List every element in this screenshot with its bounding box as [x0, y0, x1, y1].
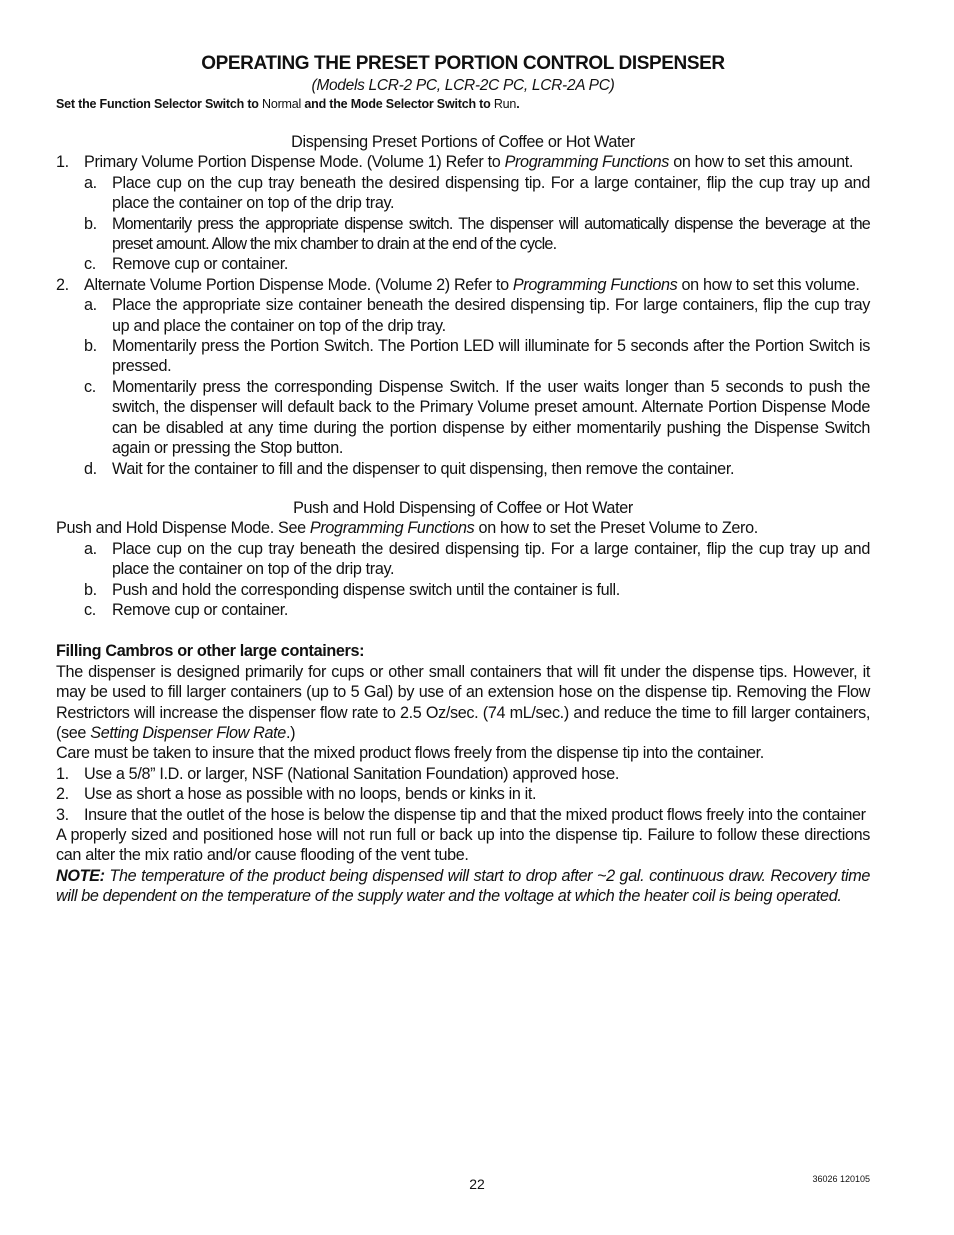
note-label: NOTE: — [56, 866, 105, 885]
selector-period: . — [516, 97, 520, 111]
sub-list-item: c. Remove cup or container. — [84, 255, 289, 274]
item-text: Alternate Volume Portion Dispense Mode. (Volume 2) Refer to Programming Functions on how to set this volume. — [84, 275, 860, 294]
list-item: 1. Use a 5/8” I.D. or larger, NSF (National Sanitation Foundation) approved hose. — [56, 764, 620, 783]
sub-list-item: b. Momentarily press the appropriate dispense switch. The dispenser will automatically dispense the beverage at the preset amount. Allow the mix chamber to drain at the end of the cycle. — [84, 214, 870, 254]
hose-paragraph: A properly sized and positioned hose will not run full or back up into the dispense tip. Failure to follow these directions can alter the mix ratio and/or cause flooding of the vent tube. — [56, 826, 870, 865]
sub-list-item: a. Place the appropriate size container beneath the desired dispensing tip. For large containers, flip the cup tray up and place the container on top of the drip tray. — [84, 296, 870, 335]
selector-instruction — [56, 96, 870, 113]
selector-label-1: Set the Function Selector Switch to — [56, 97, 263, 111]
item-number: 1. — [56, 153, 69, 172]
section-heading-cambros: Filling Cambros or other large containers: — [56, 642, 365, 661]
document-page — [56, 52, 870, 907]
sub-list-item: a. Place cup on the cup tray beneath the desired dispensing tip. For a large container, flip the cup tray up and place the container on top of the drip tray. — [84, 539, 870, 579]
selector-label-2: and the Mode Selector Switch to — [301, 97, 494, 111]
selector-value-normal: Normal — [262, 97, 302, 111]
sub-list-item: b. Momentarily press the Portion Switch. The Portion LED will illuminate for 5 seconds after the Portion Switch is pressed. — [84, 337, 870, 376]
list-item: 2. Use as short a hose as possible with no loops, bends or kinks in it. — [56, 785, 537, 804]
list-item — [56, 152, 870, 172]
page-number: 22 — [469, 1176, 485, 1192]
item-text: Primary Volume Portion Dispense Mode. (Volume 1) Refer to Programming Functions on how to set this amount. — [84, 153, 854, 172]
document-code: 36026 120105 — [812, 1174, 870, 1184]
sub-list-item: b. Push and hold the corresponding dispense switch until the container is full. — [84, 580, 620, 599]
reference-link: Programming Functions — [309, 519, 475, 538]
sub-list-item: c. Remove cup or container. — [84, 600, 289, 619]
reference-link: Programming Functions — [504, 153, 670, 172]
selector-value-run: Run — [493, 97, 517, 111]
sub-list-item: d. Wait for the container to fill and the dispenser to quit dispensing, then remove the container. — [84, 459, 735, 478]
sub-list-item: c. Momentarily press the corresponding Dispense Switch. If the user waits longer than 5 seconds to push the switch, the dispenser will default back to the Primary Volume preset amount. Alternate Portion Dispense Mode can be disabled at any time during the portion dispense by either momentarily pushing the Dispense Switch again or pressing the Stop button. — [84, 377, 870, 458]
sub-list-item: a. Place cup on the cup tray beneath the desired dispensing tip. For a large container, flip the cup tray up and place the container on top of the drip tray. — [84, 173, 870, 213]
models-subtitle: (Models LCR-2 PC, LCR-2C PC, LCR-2A PC) — [311, 77, 615, 94]
list-item — [56, 275, 870, 295]
page-title: OPERATING THE PRESET PORTION CONTROL DISPENSER — [201, 53, 725, 74]
item-number: 2. — [56, 275, 69, 294]
note-paragraph: NOTE: The temperature of the product being dispensed will start to drop after ~2 gal. continuous draw. Recovery time will be dependent on the temperature of the supply water and the voltage at which the heater coil is being operated. — [56, 866, 870, 906]
reference-link: Setting Dispenser Flow Rate — [90, 723, 286, 742]
section-heading-preset: Dispensing Preset Portions of Coffee or Hot Water — [291, 133, 635, 151]
cambros-paragraph: The dispenser is designed primarily for cups or other small containers that will fit under the dispense tips. However, it may be used to fill larger containers (up to 5 Gal) by use of an extension hose on the dispense tip. Removing the Flow Restrictors will increase the dispenser flow rate to 2.5 Oz/sec. (74 mL/sec.) and reduce the time to fill larger containers, (see Setting Dispenser Flow Rate.) — [56, 662, 870, 742]
section-heading-push-hold: Push and Hold Dispensing of Coffee or Hot Water — [293, 498, 633, 517]
care-paragraph: Care must be taken to insure that the mixed product flows freely from the dispense tip into the container. — [56, 744, 764, 763]
reference-link: Programming Functions — [512, 275, 678, 294]
list-item: 3. Insure that the outlet of the hose is below the dispense tip and that the mixed product flows freely into the container — [56, 805, 866, 824]
push-hold-intro: Push and Hold Dispense Mode. See Programming Functions on how to set the Preset Volume to Zero. — [56, 519, 758, 538]
